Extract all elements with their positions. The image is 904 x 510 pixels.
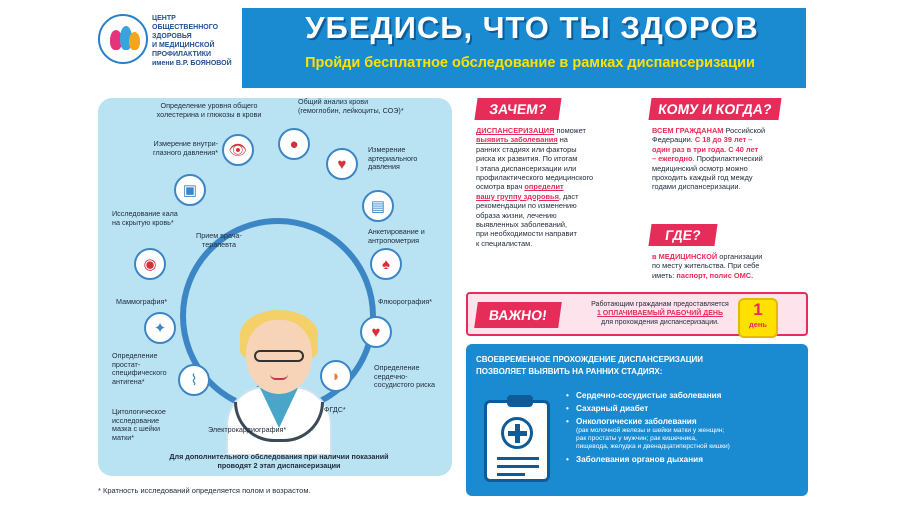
second-stage-note: Для дополнительного обследования при наличии показаний проводят 2 этап диспансеризации	[169, 452, 389, 470]
who-when-text: ВСЕМ ГРАЖДАНАМ Российской Федерации. С 18 до 39 лет – один раз в три года. С 40 лет – ежегодно. Профилактический медицинский осмотр можно проходить каждый год между годами диспансеризации.	[652, 126, 766, 192]
list-item: • Онкологические заболевания (рак молочной железы и шейки матки у женщин; рак простаты у мужчин; рак кишечника, пищевода, желудка и двенадцатиперстной кишки)	[566, 416, 802, 452]
calendar-icon: 1 день	[738, 298, 778, 338]
label-anthropometry: Анкетирование и антропометрия	[368, 227, 425, 245]
label-ecg: Электрокардиография*	[208, 425, 287, 434]
label-fgds: ФГДС*	[324, 405, 346, 414]
list-item: • Сердечно-сосудистые заболевания	[566, 390, 802, 401]
mammography-icon: ◉	[134, 248, 166, 280]
questionnaire-icon: ▤	[362, 190, 394, 222]
test-jar-icon: ▣	[174, 174, 206, 206]
where-text: в МЕДИЦИНСКОЙ организации по месту жительства. При себе иметь: паспорт, полис ОМС.	[652, 252, 763, 280]
poster	[92, 0, 814, 510]
label-mammography: Маммография*	[116, 297, 168, 306]
label-psa: Определение простат- специфического антигена*	[112, 351, 167, 386]
clipboard-icon	[484, 400, 550, 482]
blood-drop-icon: ●	[278, 128, 310, 160]
label-cv-risk: Определение сердечно- сосудистого риска	[374, 363, 435, 390]
list-item: • Сахарный диабет	[566, 403, 802, 414]
early-detection-box	[466, 344, 808, 496]
why-heading: ЗАЧЕМ?	[474, 98, 561, 120]
label-eye-pressure: Измерение внутри- глазного давления*	[152, 139, 218, 157]
label-blood-test: Общий анализ крови (гемоглобин, лейкоциты, СОЭ)*	[298, 97, 404, 115]
exam-panel	[98, 98, 452, 476]
cytology-icon: ⌇	[178, 364, 210, 396]
page-title: УБЕДИСЬ, ЧТО ТЫ ЗДОРОВ	[305, 10, 759, 45]
lungs-icon: ♠	[370, 248, 402, 280]
eye-icon: 👁	[222, 134, 254, 166]
disease-list	[566, 390, 802, 467]
label-therapist: Прием врача- терапевта	[196, 231, 242, 249]
important-text: Работающим гражданам предоставляется 1 ОПЛАЧИВАЕМЫЙ РАБОЧИЙ ДЕНЬ для прохождения диспансеризации.	[591, 301, 729, 327]
early-detection-title: СВОЕВРЕМЕННОЕ ПРОХОЖДЕНИЕ ДИСПАНСЕРИЗАЦИИ ПОЗВОЛЯЕТ ВЫЯВИТЬ НА РАННИХ СТАДИЯХ:	[476, 355, 704, 376]
who-when-heading: КОМУ И КОГДА?	[648, 98, 781, 120]
footnote: * Кратность исследований определяется полом и возрастом.	[98, 486, 311, 495]
label-stool-test: Исследование кала на скрытую кровь*	[112, 209, 178, 227]
org-name: ЦЕНТР ОБЩЕСТВЕННОГО ЗДОРОВЬЯ И МЕДИЦИНСКОЙ ПРОФИЛАКТИКИ имени В.Р. БОЯНОВОЙ	[152, 15, 232, 67]
label-fluorography: Флюорография*	[378, 297, 433, 306]
where-heading: ГДЕ?	[648, 224, 717, 246]
pressure-heart-icon: ♥	[326, 148, 358, 180]
why-text: ДИСПАНСЕРИЗАЦИЯ поможет выявить заболевания на ранних стадиях или факторы риска их развития. По итогам I этапа диспансеризации или профилактического медицинского осмотра врач определит вашу группу здоровья, даст рекомендации по изменению образа жизни, лечению выявленных заболеваний, при необходимости направит к специалистам.	[476, 126, 594, 248]
list-item: • Заболевания органов дыхания	[566, 454, 802, 465]
label-cholesterol: Определение уровня общего холестерина и глюкозы в крови	[156, 101, 262, 119]
stomach-icon: ◗	[320, 360, 352, 392]
heart-risk-icon: ♥	[360, 316, 392, 348]
microscope-icon: ✦	[144, 312, 176, 344]
org-logo-icon	[98, 14, 148, 64]
important-heading: ВАЖНО!	[474, 302, 562, 328]
page-subtitle: Пройди бесплатное обследование в рамках диспансеризации	[305, 55, 755, 71]
label-cytology: Цитологическое исследование мазка с шейки матки*	[112, 407, 166, 442]
label-blood-pressure: Измерение артериального давления	[368, 145, 418, 172]
